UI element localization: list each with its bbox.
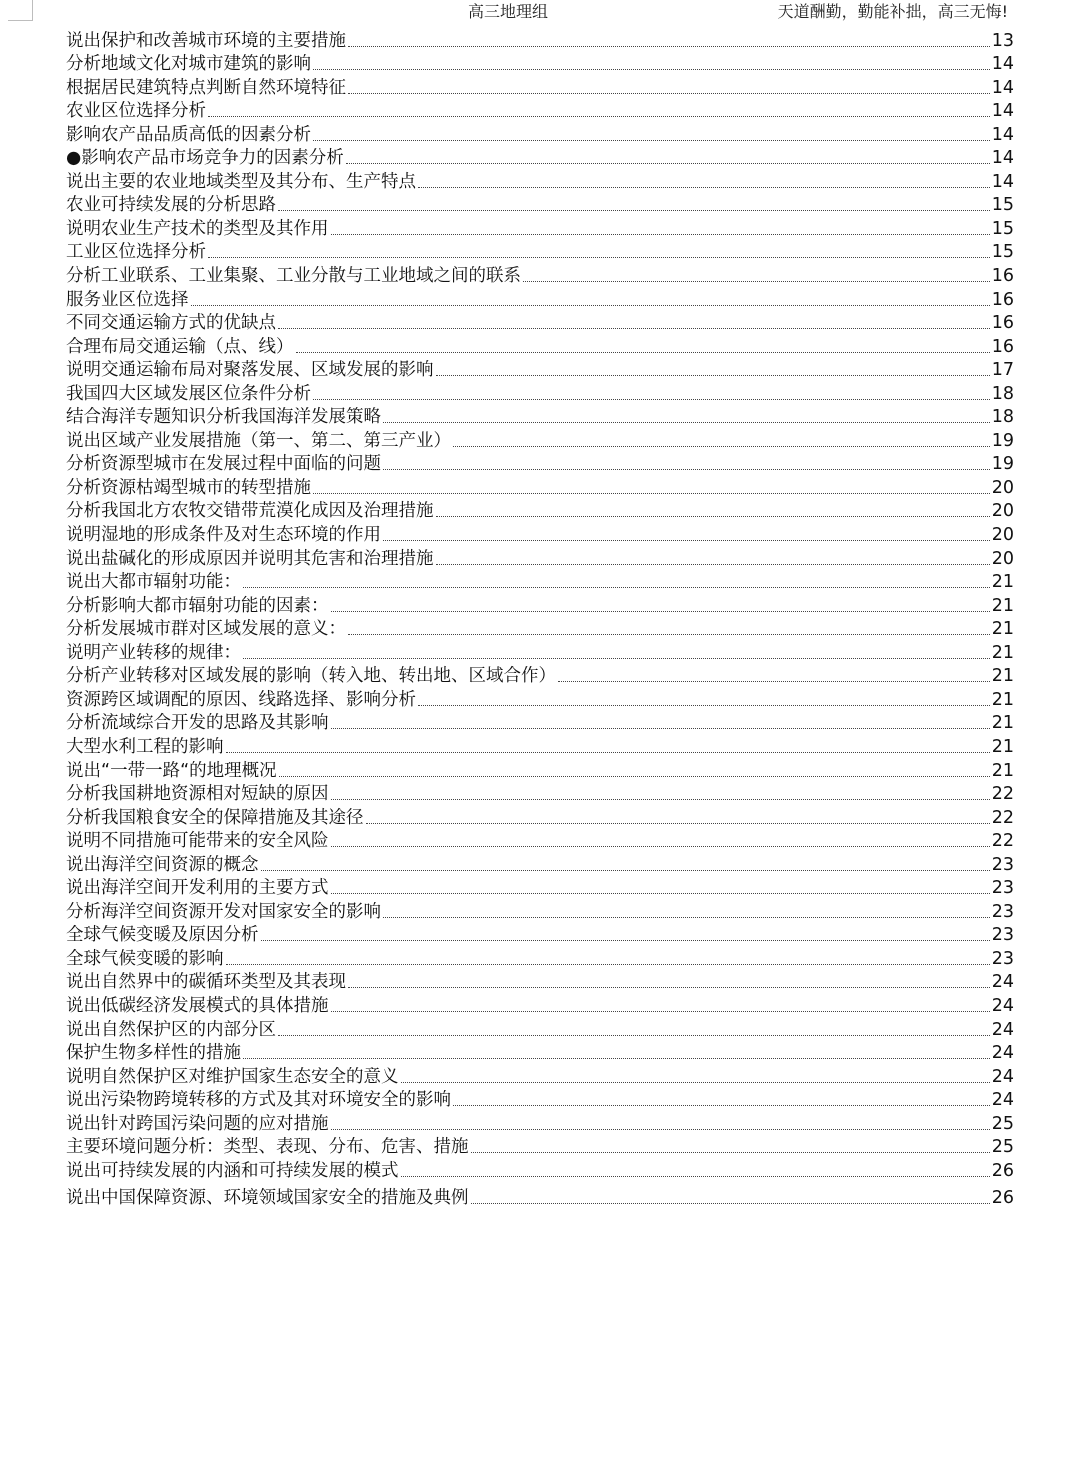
toc-entry-title: 分析产业转移对区域发展的影响（转入地、转出地、区域合作）: [66, 666, 556, 687]
toc-dot-leader: [278, 1034, 990, 1036]
toc-entry[interactable]: [66, 1064, 1014, 1088]
toc-page-number: 23: [991, 854, 1014, 875]
toc-entry[interactable]: [66, 1111, 1014, 1135]
toc-entry-title: 工业区位选择分析: [66, 242, 206, 263]
toc-entry-title: ●影响农产品市场竞争力的因素分析: [66, 148, 344, 169]
toc-page-number: 21: [991, 642, 1014, 663]
toc-page-number: 15: [991, 195, 1014, 216]
toc-entry-title: 合理布局交通运输（点、线）: [66, 336, 294, 357]
toc-page-number: 21: [991, 689, 1014, 710]
toc-entry-title: 影响农产品品质高低的因素分析: [66, 124, 311, 145]
page-header: [0, 0, 1080, 26]
toc-dot-leader: [331, 233, 990, 235]
toc-page-number: 23: [991, 901, 1014, 922]
table-of-contents: [66, 28, 1014, 1209]
toc-dot-leader: [346, 162, 990, 164]
toc-page-number: 14: [991, 148, 1014, 169]
toc-dot-leader: [471, 1202, 990, 1204]
toc-page-number: 20: [991, 477, 1014, 498]
toc-dot-leader: [348, 633, 990, 635]
toc-dot-leader: [436, 515, 990, 517]
toc-entry-title: 说明自然保护区对维护国家生态安全的意义: [66, 1066, 399, 1087]
toc-page-number: 16: [991, 266, 1014, 287]
toc-entry-title: 说出自然界中的碳循环类型及其表现: [66, 972, 346, 993]
toc-page-number: 23: [991, 878, 1014, 899]
toc-entry-title: 分析工业联系、工业集聚、工业分散与工业地域之间的联系: [66, 266, 521, 287]
toc-entry[interactable]: [66, 263, 1014, 287]
toc-page-number: 19: [991, 430, 1014, 451]
toc-entry[interactable]: [66, 970, 1014, 994]
header-motto: 天道酬勤，勤能补拙，高三无悔!: [777, 2, 1008, 21]
toc-dot-leader: [261, 939, 990, 941]
toc-entry[interactable]: [66, 640, 1014, 664]
toc-entry[interactable]: [66, 475, 1014, 499]
toc-entry[interactable]: [66, 876, 1014, 900]
toc-entry-title: 农业区位选择分析: [66, 101, 206, 122]
toc-entry[interactable]: [66, 805, 1014, 829]
toc-page-number: 15: [991, 242, 1014, 263]
toc-page-number: 21: [991, 619, 1014, 640]
toc-entry-title: 说出污染物跨境转移的方式及其对环境安全的影响: [66, 1090, 451, 1111]
toc-entry-title: 说出区域产业发展措施（第一、第二、第三产业）: [66, 430, 451, 451]
toc-page-number: 14: [991, 54, 1014, 75]
toc-page-number: 18: [991, 383, 1014, 404]
toc-page-number: 24: [991, 1066, 1014, 1087]
toc-dot-leader: [208, 115, 990, 117]
toc-entry-title: 分析影响大都市辐射功能的因素：: [66, 595, 329, 616]
toc-entry[interactable]: [66, 570, 1014, 594]
toc-dot-leader: [436, 563, 990, 565]
toc-entry[interactable]: [66, 1158, 1014, 1182]
toc-dot-leader: [453, 1104, 990, 1106]
toc-entry-title: 主要环境问题分析：类型、表现、分布、危害、措施: [66, 1137, 469, 1158]
toc-entry[interactable]: [66, 734, 1014, 758]
toc-entry[interactable]: [66, 923, 1014, 947]
toc-entry-title: 根据居民建筑特点判断自然环境特征: [66, 77, 346, 98]
toc-entry[interactable]: [66, 405, 1014, 429]
toc-entry-title: 分析我国北方农牧交错带荒漠化成因及治理措施: [66, 501, 434, 522]
toc-page-number: 26: [991, 1160, 1014, 1181]
toc-entry-title: 全球气候变暖及原因分析: [66, 925, 259, 946]
toc-page-number: 21: [991, 572, 1014, 593]
toc-entry[interactable]: [66, 99, 1014, 123]
toc-entry-title: 分析海洋空间资源开发对国家安全的影响: [66, 901, 381, 922]
toc-entry[interactable]: [66, 829, 1014, 853]
toc-entry-title: 我国四大区域发展区位条件分析: [66, 383, 311, 404]
toc-dot-leader: [313, 68, 990, 70]
toc-entry-title: 不同交通运输方式的优缺点: [66, 313, 276, 334]
toc-entry-title: 说明湿地的形成条件及对生态环境的作用: [66, 525, 381, 546]
toc-page-number: 24: [991, 995, 1014, 1016]
toc-entry[interactable]: [66, 216, 1014, 240]
toc-dot-leader: [243, 657, 990, 659]
toc-entry[interactable]: [66, 993, 1014, 1017]
toc-page-number: 25: [991, 1113, 1014, 1134]
toc-entry[interactable]: [66, 52, 1014, 76]
toc-page-number: 21: [991, 736, 1014, 757]
toc-page-number: 20: [991, 501, 1014, 522]
toc-dot-leader: [243, 1057, 990, 1059]
toc-entry[interactable]: [66, 852, 1014, 876]
toc-entry[interactable]: [66, 311, 1014, 335]
toc-dot-leader: [523, 280, 990, 282]
toc-page-number: 21: [991, 713, 1014, 734]
toc-entry[interactable]: [66, 946, 1014, 970]
toc-dot-leader: [348, 45, 990, 47]
toc-dot-leader: [208, 256, 990, 258]
toc-entry[interactable]: [66, 499, 1014, 523]
toc-page-number: 22: [991, 784, 1014, 805]
toc-page-number: 14: [991, 101, 1014, 122]
toc-dot-leader: [226, 963, 990, 965]
toc-entry[interactable]: [66, 240, 1014, 264]
toc-entry-title: 农业可持续发展的分析思路: [66, 195, 276, 216]
toc-entry-title: 服务业区位选择: [66, 289, 189, 310]
toc-entry-title: 说明不同措施可能带来的安全风险: [66, 831, 329, 852]
toc-page-number: 24: [991, 1090, 1014, 1111]
toc-entry-title: 分析流域综合开发的思路及其影响: [66, 713, 329, 734]
toc-entry-title: 说出大都市辐射功能：: [66, 572, 241, 593]
toc-dot-leader: [436, 374, 990, 376]
toc-page-number: 21: [991, 595, 1014, 616]
toc-entry[interactable]: [66, 687, 1014, 711]
toc-dot-leader: [279, 775, 990, 777]
toc-dot-leader: [348, 986, 990, 988]
toc-page-number: 20: [991, 525, 1014, 546]
toc-dot-leader: [366, 822, 990, 824]
toc-dot-leader: [243, 586, 990, 588]
toc-entry-title: 分析地域文化对城市建筑的影响: [66, 54, 311, 75]
toc-page-number: 25: [991, 1137, 1014, 1158]
toc-entry-title: 大型水利工程的影响: [66, 736, 224, 757]
toc-page-number: 24: [991, 972, 1014, 993]
toc-dot-leader: [331, 1128, 990, 1130]
toc-dot-leader: [226, 751, 990, 753]
toc-entry[interactable]: [66, 122, 1014, 146]
toc-entry-title: 说明产业转移的规律：: [66, 642, 241, 663]
toc-dot-leader: [471, 1151, 990, 1153]
toc-dot-leader: [331, 892, 990, 894]
toc-entry[interactable]: [66, 664, 1014, 688]
toc-dot-leader: [348, 92, 990, 94]
toc-entry-title: 说出针对跨国污染问题的应对措施: [66, 1113, 329, 1134]
toc-entry[interactable]: [66, 711, 1014, 735]
toc-dot-leader: [331, 798, 990, 800]
toc-dot-leader: [418, 186, 990, 188]
toc-entry-title: 分析发展城市群对区域发展的意义：: [66, 619, 346, 640]
toc-page-number: 14: [991, 124, 1014, 145]
header-group-name: 高三地理组: [468, 2, 549, 21]
toc-entry[interactable]: [66, 358, 1014, 382]
toc-dot-leader: [383, 421, 990, 423]
toc-entry[interactable]: [66, 522, 1014, 546]
toc-dot-leader: [401, 1081, 990, 1083]
toc-entry-title: 说出海洋空间资源的概念: [66, 854, 259, 875]
toc-dot-leader: [331, 1010, 990, 1012]
toc-dot-leader: [383, 468, 990, 470]
toc-entry[interactable]: [66, 381, 1014, 405]
toc-dot-leader: [313, 398, 990, 400]
toc-entry[interactable]: [66, 146, 1014, 170]
toc-dot-leader: [558, 680, 990, 682]
toc-entry[interactable]: [66, 428, 1014, 452]
toc-page-number: 17: [991, 360, 1014, 381]
toc-page-number: 14: [991, 171, 1014, 192]
toc-entry[interactable]: [66, 193, 1014, 217]
toc-entry-title: 结合海洋专题知识分析我国海洋发展策略: [66, 407, 381, 428]
toc-entry[interactable]: [66, 334, 1014, 358]
toc-page-number: 15: [991, 218, 1014, 239]
toc-page-number: 16: [991, 289, 1014, 310]
toc-entry[interactable]: [66, 617, 1014, 641]
toc-entry-title: 说明交通运输布局对聚落发展、区域发展的影响: [66, 360, 434, 381]
toc-page-number: 24: [991, 1019, 1014, 1040]
toc-page-number: 18: [991, 407, 1014, 428]
toc-page-number: 13: [991, 30, 1014, 51]
toc-entry-title: 说出主要的农业地域类型及其分布、生产特点: [66, 171, 416, 192]
toc-page-number: 21: [991, 760, 1014, 781]
toc-dot-leader: [296, 351, 990, 353]
toc-entry[interactable]: [66, 28, 1014, 52]
toc-entry-title: 说出可持续发展的内涵和可持续发展的模式: [66, 1160, 399, 1181]
toc-page-number: 14: [991, 77, 1014, 98]
toc-entry-title: 说明农业生产技术的类型及其作用: [66, 218, 329, 239]
toc-entry[interactable]: [66, 1135, 1014, 1159]
toc-dot-leader: [278, 209, 990, 211]
toc-dot-leader: [313, 139, 990, 141]
toc-entry-title: 分析我国粮食安全的保障措施及其途径: [66, 807, 364, 828]
toc-entry[interactable]: [66, 169, 1014, 193]
toc-page-number: 23: [991, 925, 1014, 946]
toc-entry-title: 说出海洋空间开发利用的主要方式: [66, 878, 329, 899]
toc-entry[interactable]: [66, 546, 1014, 570]
toc-entry-title: 分析我国耕地资源相对短缺的原因: [66, 784, 329, 805]
toc-dot-leader: [383, 916, 990, 918]
toc-dot-leader: [383, 539, 990, 541]
toc-page-number: 23: [991, 948, 1014, 969]
toc-entry-title: 保护生物多样性的措施: [66, 1043, 241, 1064]
toc-entry-title: 分析资源型城市在发展过程中面临的问题: [66, 454, 381, 475]
toc-entry[interactable]: [66, 1088, 1014, 1112]
toc-entry[interactable]: [66, 287, 1014, 311]
toc-dot-leader: [331, 727, 990, 729]
toc-page-number: 19: [991, 454, 1014, 475]
toc-page-number: 22: [991, 807, 1014, 828]
toc-entry[interactable]: [66, 1041, 1014, 1065]
toc-entry-title: 说出“一带一路“的地理概况: [66, 760, 277, 781]
toc-entry-title: 说出低碳经济发展模式的具体措施: [66, 995, 329, 1016]
toc-entry[interactable]: [66, 593, 1014, 617]
toc-entry-title: 说出自然保护区的内部分区: [66, 1019, 276, 1040]
toc-entry-title: 全球气候变暖的影响: [66, 948, 224, 969]
toc-dot-leader: [313, 492, 990, 494]
toc-dot-leader: [401, 1175, 990, 1177]
toc-entry-title: 说出中国保障资源、环境领域国家安全的措施及典例: [66, 1188, 469, 1209]
toc-entry[interactable]: [66, 758, 1014, 782]
toc-entry[interactable]: [66, 899, 1014, 923]
toc-dot-leader: [418, 704, 990, 706]
toc-dot-leader: [453, 445, 990, 447]
toc-entry-title: 分析资源枯竭型城市的转型措施: [66, 477, 311, 498]
toc-entry[interactable]: [66, 782, 1014, 806]
toc-entry[interactable]: [66, 452, 1014, 476]
toc-entry[interactable]: [66, 75, 1014, 99]
toc-page-number: 22: [991, 831, 1014, 852]
toc-dot-leader: [191, 304, 990, 306]
toc-dot-leader: [331, 845, 990, 847]
toc-dot-leader: [261, 869, 990, 871]
toc-page-number: 16: [991, 336, 1014, 357]
toc-page-number: 21: [991, 666, 1014, 687]
toc-page-number: 26: [991, 1188, 1014, 1209]
toc-page-number: 24: [991, 1043, 1014, 1064]
toc-dot-leader: [278, 327, 990, 329]
toc-entry-title: 说出盐碱化的形成原因并说明其危害和治理措施: [66, 548, 434, 569]
toc-page-number: 20: [991, 548, 1014, 569]
toc-entry[interactable]: [66, 1186, 1014, 1210]
toc-entry-title: 说出保护和改善城市环境的主要措施: [66, 30, 346, 51]
toc-entry[interactable]: [66, 1017, 1014, 1041]
toc-entry-title: 资源跨区域调配的原因、线路选择、影响分析: [66, 689, 416, 710]
toc-dot-leader: [331, 610, 990, 612]
toc-page-number: 16: [991, 313, 1014, 334]
